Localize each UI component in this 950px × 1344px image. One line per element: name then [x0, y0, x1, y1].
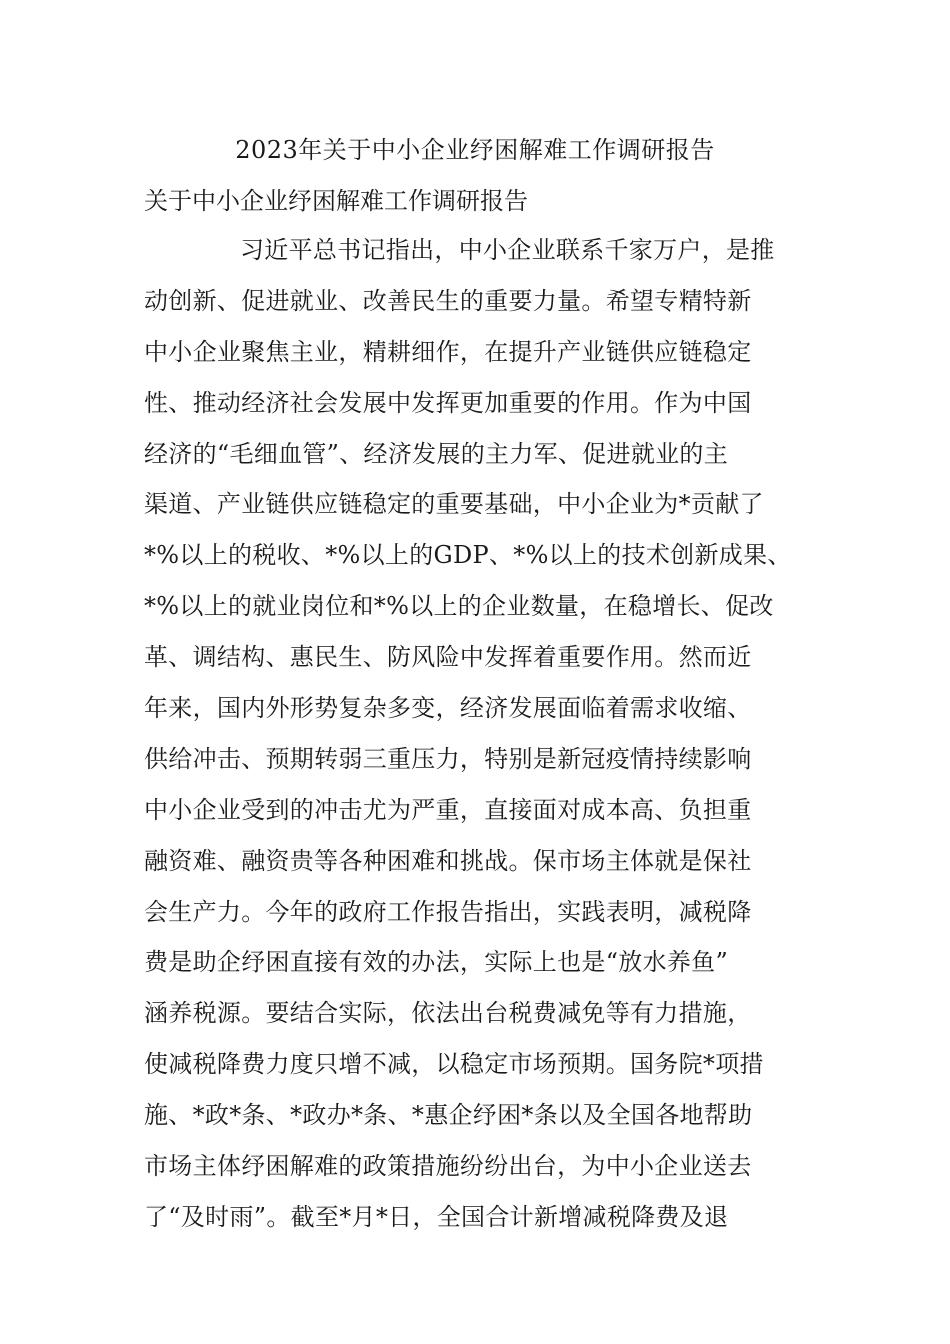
- body-line: 年来，国内外形势复杂多变，经济发展面临着需求收缩、: [144, 694, 752, 723]
- body-line: 供给冲击、预期转弱三重压力，特别是新冠疫情持续影响: [144, 744, 752, 773]
- body-line: *%以上的就业岗位和*%以上的企业数量，在稳增长、促改: [144, 592, 774, 621]
- body-paragraph: [144, 233, 844, 1251]
- document-title: 2023年关于中小企业纾困解难工作调研报告: [235, 136, 715, 164]
- body-line: 性、推动经济社会发展中发挥更加重要的作用。作为中国: [144, 388, 752, 417]
- body-line: 中小企业聚焦主业，精耕细作，在提升产业链供应链稳定: [144, 337, 752, 366]
- document-subtitle: 关于中小企业纾困解难工作调研报告: [144, 187, 528, 215]
- body-line: *%以上的税收、*%以上的GDP、*%以上的技术创新成果、: [144, 541, 792, 570]
- body-line: 费是助企纾困直接有效的办法，实际上也是“放水养鱼”: [144, 948, 729, 977]
- body-line: 会生产力。今年的政府工作报告指出，实践表明，减税降: [144, 897, 752, 926]
- body-line: 经济的“毛细血管”、经济发展的主力军、促进就业的主: [144, 439, 729, 468]
- body-line: 习近平总书记指出，中小企业联系千家万户，是推: [240, 236, 775, 264]
- body-line: 使减税降费力度只增不减，以稳定市场预期。国务院*项措: [144, 1050, 764, 1079]
- body-line: 施、*政*条、*政办*条、*惠企纾困*条以及全国各地帮助: [144, 1101, 753, 1130]
- body-line: 中小企业受到的冲击尤为严重，直接面对成本高、负担重: [144, 795, 752, 824]
- body-line: 渠道、产业链供应链稳定的重要基础，中小企业为*贡献了: [144, 490, 764, 519]
- body-line: 涵养税源。要结合实际，依法出台税费减免等有力措施，: [144, 999, 752, 1028]
- body-line: 融资难、融资贵等各种困难和挑战。保市场主体就是保社: [144, 846, 752, 875]
- body-line: 市场主体纾困解难的政策措施纷纷出台，为中小企业送去: [144, 1152, 752, 1181]
- body-line: 革、调结构、惠民生、防风险中发挥着重要作用。然而近: [144, 643, 752, 672]
- body-line: 了“及时雨”。截至*月*日，全国合计新增减税降费及退: [144, 1202, 729, 1231]
- body-line: 动创新、促进就业、改善民生的重要力量。希望专精特新: [144, 286, 752, 315]
